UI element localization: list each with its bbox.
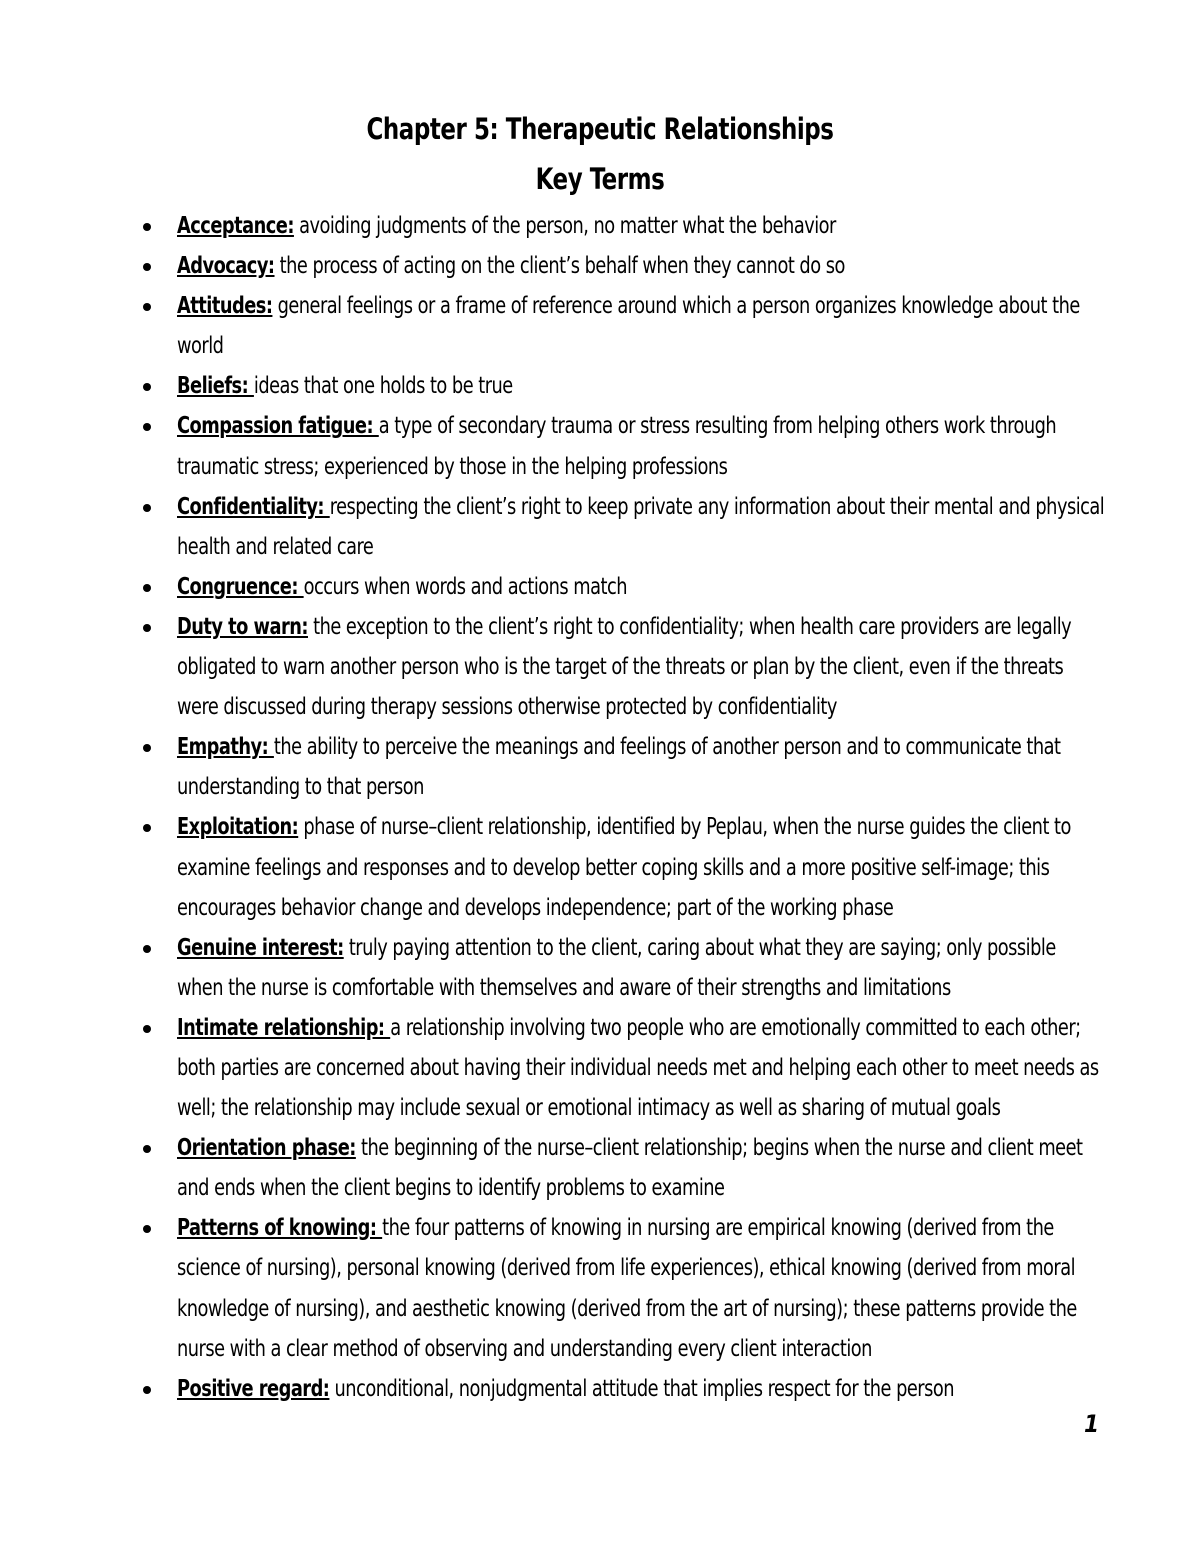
list-item <box>0 607 1200 727</box>
list-item <box>0 286 1200 366</box>
term-label: Beliefs: <box>177 373 254 400</box>
list-item <box>0 807 1200 927</box>
term-label: Exploitation: <box>177 814 299 841</box>
bullet-icon <box>143 1225 151 1233</box>
bullet-icon <box>143 423 151 431</box>
term-label: Compassion fatigue: <box>177 413 379 440</box>
term-label: Duty to warn: <box>177 613 308 640</box>
bullet-icon <box>143 1025 151 1033</box>
term-definition: a type of secondary trauma or stress resulting from helping others work through traumatic stress; experienced by those in the helping professions <box>177 413 1057 480</box>
list-item <box>0 1369 1200 1409</box>
list-item <box>0 366 1200 406</box>
bullet-icon <box>143 945 151 953</box>
term-definition: a relationship involving two people who are emotionally committed to each other; both parties are concerned about having their individual needs met and helping each other to meet needs as well; the relationship may include sexual or emotional intimacy as well as sharing of mutual goals <box>177 1014 1099 1122</box>
list-item <box>0 1128 1200 1208</box>
term-label: Orientation phase: <box>177 1135 356 1162</box>
term-label: Genuine interest: <box>177 934 344 961</box>
term-label: Empathy: <box>177 734 274 761</box>
term-definition: ideas that one holds to be true <box>253 373 513 400</box>
term-definition: the beginning of the nurse–client relationship; begins when the nurse and client meet and ends when the client begins to identify problems to examine <box>177 1135 1083 1202</box>
term-definition: general feelings or a frame of reference around which a person organizes knowledge about the world <box>177 293 1080 360</box>
list-item <box>0 406 1200 486</box>
list-item <box>0 727 1200 807</box>
term-definition: phase of nurse–client relationship, identified by Peplau, when the nurse guides the client to examine feelings and responses and to develop better coping skills and a more positive self-image; this encourages behavior change and develops independence; part of the working phase <box>177 814 1071 921</box>
bullet-icon <box>143 303 151 311</box>
term-definition: unconditional, nonjudgmental attitude that implies respect for the person <box>329 1375 954 1402</box>
term-definition: occurs when words and actions match <box>303 573 627 600</box>
key-terms-list <box>0 206 1200 1409</box>
term-definition: the process of acting on the client’s behalf when they cannot do so <box>274 253 845 280</box>
term-label: Intimate relationship: <box>177 1014 391 1041</box>
term-label: Confidentiality: <box>177 493 330 520</box>
term-definition: avoiding judgments of the person, no matter what the behavior <box>293 213 836 239</box>
bullet-icon <box>143 223 151 231</box>
list-item <box>0 567 1200 607</box>
page-number: 1 <box>1084 1410 1100 1438</box>
term-definition: the ability to perceive the meanings and feelings of another person and to communicate that understanding to that person <box>177 734 1061 801</box>
bullet-icon <box>143 263 151 271</box>
bullet-icon <box>143 1386 151 1394</box>
list-item <box>0 206 1200 246</box>
bullet-icon <box>143 824 151 832</box>
term-label: Advocacy: <box>177 253 275 280</box>
bullet-icon <box>143 383 151 391</box>
list-item <box>0 487 1200 567</box>
list-item <box>0 1008 1200 1128</box>
list-item <box>0 1208 1200 1368</box>
term-definition: the exception to the client’s right to confidentiality; when health care providers are legally obligated to warn another person who is the target of the threats or plan by the client, even if the threats were discussed during therapy sessions otherwise protected by confidentiality <box>177 613 1072 721</box>
term-label: Attitudes: <box>177 293 273 320</box>
bullet-icon <box>143 1145 151 1153</box>
term-label: Patterns of knowing: <box>177 1215 383 1242</box>
section-heading: Key Terms <box>535 162 665 196</box>
bullet-icon <box>143 504 151 512</box>
bullet-icon <box>143 744 151 752</box>
term-definition: truly paying attention to the client, caring about what they are saying; only possible when the nurse is comfortable with themselves and aware of their strengths and limitations <box>177 934 1056 1001</box>
term-definition: the four patterns of knowing in nursing are empirical knowing (derived from the science of nursing), personal knowing (derived from life experiences), ethical knowing (derived from moral knowledge of nursing), and aesthetic knowing (derived from the art of nursing); these patterns provide the nurse with a clear method of observing and understanding every client interaction <box>177 1215 1077 1362</box>
page-title: Chapter 5: Therapeutic Relationships <box>366 112 834 146</box>
term-definition: respecting the client’s right to keep private any information about their mental and physical health and related care <box>177 493 1105 560</box>
bullet-icon <box>143 584 151 592</box>
term-label: Acceptance: <box>177 213 294 239</box>
list-item <box>0 928 1200 1008</box>
list-item <box>0 246 1200 286</box>
bullet-icon <box>143 624 151 632</box>
term-label: Congruence: <box>177 573 304 600</box>
term-label: Positive regard: <box>177 1375 330 1402</box>
